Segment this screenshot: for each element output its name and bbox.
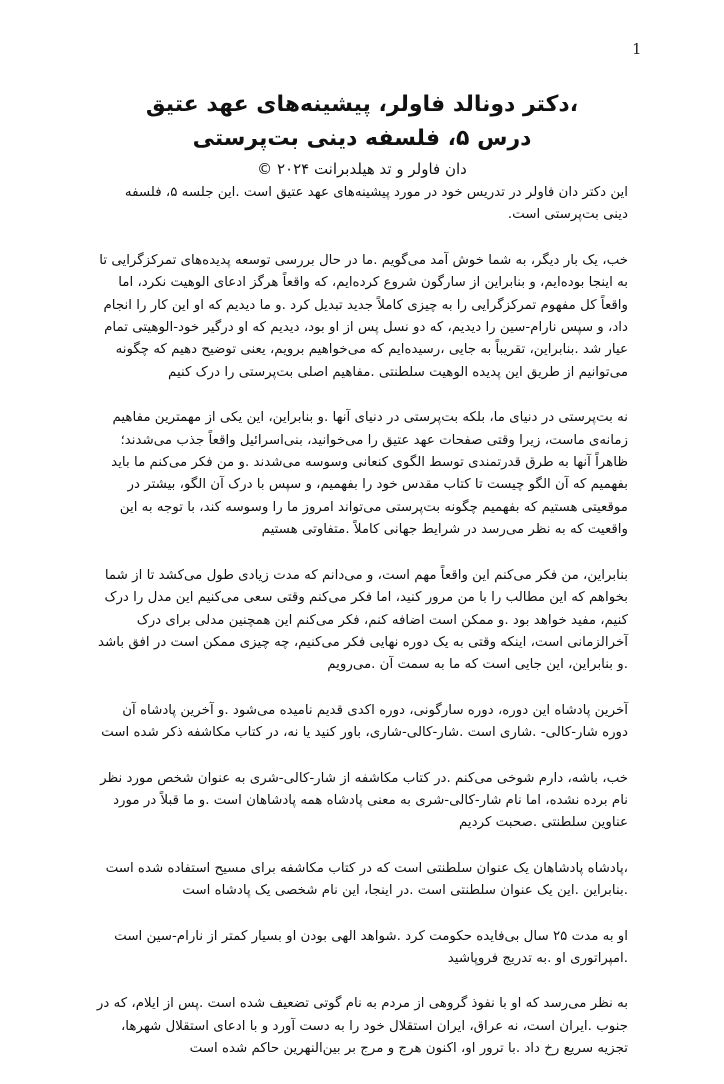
paragraph: بنابراین، من فکر می‌کنم این واقعاً مهم است، و می‌دانم که مدت زیادی طول می‌کشد تا از شما بخواهم که این مطالب را با من مرور کنید، اما فکر می‌کنم وقتی سعی می‌کنیم این مدل را درک کنیم، مفید خواهد بود .و ممکن است اضافه کنم، فکر می‌کنم این همچنین مدلی برای درک آخرالزمانی است، اینکه وقتی به یک دوره نهایی فکر می‌کنیم، چه چیزی ممکن است در افق باشد .و بنابراین، این جایی است که ما به سمت آن .می‌رویم — [98, 567, 628, 673]
paragraph: ،پادشاه پادشاهان یک عنوان سلطنتی است که در کتاب مکاشفه برای مسیح استفاده شده است .بنابراین .این یک عنوان سلطنتی است .در اینجا، این نام شخصی یک پادشاه است — [105, 860, 628, 899]
document-title-line-1: ،دکتر دونالد فاولر، پیشینه‌های عهد عتیق — [145, 92, 579, 117]
title-block — [110, 88, 614, 180]
paragraph: خب، یک بار دیگر، به شما خوش آمد می‌گویم .ما در حال بررسی توسعه پدیده‌های تمرکزگرایی تا به اینجا بوده‌ایم، و بنابراین از سارگون شروع کرده‌ایم، که واقعاً هرگز ادعای الوهیت نکرد، اما واقعاً کل مفهوم تمرکزگرایی را به چیزی کاملاً جدید تبدیل کرد .و ما دیدیم که او این کار را انجام داد، و سپس نارام-سین را دیدیم، که دو نسل پس از او بود، دیدیم که او درگیر خود-الوهیتی تمام عیار شد .بنابراین، تقریباً به جایی ،رسیده‌ایم که می‌خواهیم برویم، یعنی توضیح دهیم که چگونه می‌توانیم از طریق این پدیده الوهیت سلطنتی .مفاهیم اصلی بت‌پرستی را درک کنیم — [99, 252, 628, 380]
paragraph: این دکتر دان فاولر در تدریس خود در مورد پیشینه‌های عهد عتیق است .این جلسه ۵، فلسفه دینی بت‌پرستی است. — [124, 185, 628, 223]
document-body — [96, 182, 628, 1084]
paragraph: به نظر می‌رسد که او با نفوذ گروهی از مردم به نام گوتی تضعیف شده است .پس از ایلام، که در جنوب .ایران است، نه عراق، ایران استقلال خود را به دست آورد و با ادعای استقلال شهرها، تجزیه سریع رخ داد .با ترور او، اکنون هرج و مرج بر بین‌النهرین حاکم شده است — [96, 996, 628, 1057]
document-title-line-2: درس ۵، فلسفه دینی بت‌پرستی — [192, 126, 532, 151]
document-subtitle: دان فاولر و تد هیلدبرانت ۲۰۲۴ © — [257, 160, 467, 178]
paragraph: آخرین پادشاه این دوره، دوره سارگونی، دوره اکدی قدیم نامیده می‌شود .و آخرین پادشاه آن دوره شار-کالی- .شاری است .شار-کالی-شاری، باور کنید یا نه، در کتاب مکاشفه ذکر شده است — [101, 702, 628, 741]
paragraph: خب، باشه، دارم شوخی می‌کنم .در کتاب مکاشفه از شار-کالی-شری به عنوان شخص مورد نظر نام برده نشده، اما نام شار-کالی-شری به معنی پادشاه همه پادشاهان است .و ما قبلاً در مورد عناوین سلطنتی .صحبت کردیم — [100, 770, 628, 831]
page-number: 1 — [632, 40, 642, 58]
paragraph: او به مدت ۲۵ سال بی‌فایده حکومت کرد .شواهد الهی بودن او بسیار کمتر از نارام-سین است .امپراتوری او .به تدریج فروپاشید — [114, 928, 628, 966]
paragraph: نه بت‌پرستی در دنیای ما، بلکه بت‌پرستی در دنیای آنها .و بنابراین، این یکی از مهمترین مفاهیم زمانه‌ی ماست، زیرا وقتی صفحات عهد عتیق را می‌خوانید، بنی‌اسرائیل واقعاً جذب می‌شدند؛ ظاهراً آنها به طرق قدرتمندی توسط الگوی کنعانی وسوسه می‌شدند .و من فکر می‌کنم ما باید بفهمیم که آن الگو چیست تا کتاب مقدس خود را بفهمیم، و سپس با درک آن الگو، بیشتر در موقعیتی هستیم که بفهمیم چگونه بت‌پرستی می‌تواند امروز ما را وسوسه کند، با توجه به این واقعیت که به نظر می‌رسد در شرایط جهانی کاملاً .متفاوتی هستیم — [111, 410, 628, 538]
